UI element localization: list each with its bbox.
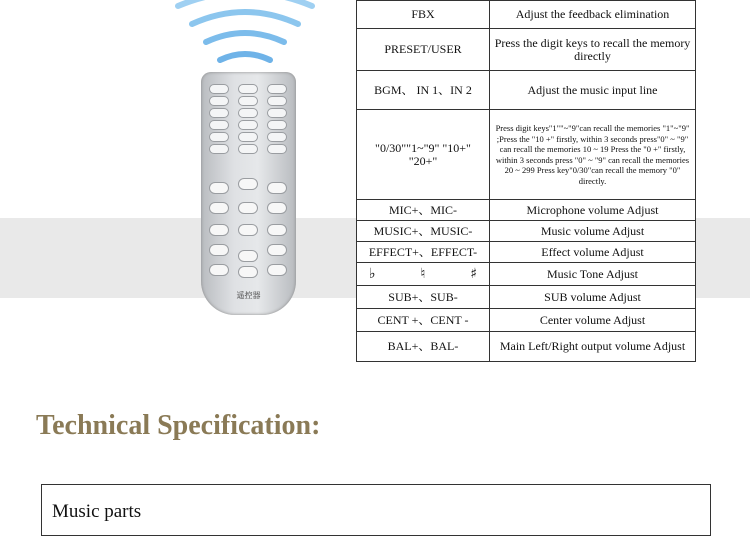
remote-button bbox=[238, 224, 258, 236]
tone-symbols bbox=[361, 265, 485, 282]
wireless-signal-icon bbox=[170, 0, 320, 70]
function-key-cell bbox=[357, 263, 490, 286]
table-row bbox=[357, 110, 696, 200]
function-description: Music volume Adjust bbox=[540, 223, 645, 238]
remote-label: 遥控器 bbox=[236, 291, 261, 300]
natural-icon: ♮ bbox=[420, 265, 426, 282]
remote-button bbox=[267, 132, 287, 142]
function-key-label: "0/30""1~"9" "10+" "20+" bbox=[375, 140, 471, 168]
flat-icon: ♭ bbox=[369, 265, 376, 282]
remote-button bbox=[238, 108, 258, 118]
function-key-label: EFFECT+、EFFECT- bbox=[368, 244, 478, 259]
remote-button bbox=[238, 250, 258, 262]
technical-specification-heading: Technical Specification: bbox=[36, 410, 321, 441]
function-key-label: BGM、 IN 1、IN 2 bbox=[374, 82, 472, 97]
function-description-cell bbox=[490, 221, 696, 242]
remote-button bbox=[238, 144, 258, 154]
function-description: Center volume Adjust bbox=[539, 312, 646, 327]
remote-button bbox=[238, 84, 258, 94]
remote-button bbox=[209, 224, 229, 236]
remote-button bbox=[238, 266, 258, 278]
function-description: SUB volume Adjust bbox=[544, 289, 641, 304]
table-row bbox=[357, 332, 696, 362]
function-key-cell bbox=[357, 29, 490, 71]
function-key-label: SUB+、SUB- bbox=[388, 289, 458, 304]
table-row bbox=[357, 1, 696, 29]
table-row bbox=[357, 263, 696, 286]
function-description-cell bbox=[490, 263, 696, 286]
remote-button bbox=[267, 84, 287, 94]
function-description-cell bbox=[490, 29, 696, 71]
function-key-cell bbox=[357, 200, 490, 221]
music-parts-box bbox=[41, 484, 711, 536]
function-description-cell bbox=[490, 1, 696, 29]
function-key-label: PRESET/USER bbox=[384, 42, 462, 56]
function-key-cell bbox=[357, 1, 490, 29]
remote-button bbox=[238, 120, 258, 130]
remote-button bbox=[267, 182, 287, 194]
remote-button bbox=[209, 244, 229, 256]
remote-button bbox=[238, 202, 258, 214]
function-description: Effect volume Adjust bbox=[541, 244, 644, 259]
function-key-label: MUSIC+、MUSIC- bbox=[373, 223, 473, 238]
function-description-cell bbox=[490, 110, 696, 200]
remote-button bbox=[267, 264, 287, 276]
function-key-cell bbox=[357, 71, 490, 110]
music-parts-title: Music parts bbox=[52, 501, 142, 522]
remote-button bbox=[267, 144, 287, 154]
function-key-label: MIC+、MIC- bbox=[388, 202, 458, 217]
function-description: Adjust the music input line bbox=[527, 82, 658, 97]
function-description-cell bbox=[490, 309, 696, 332]
function-key-label: FBX bbox=[411, 7, 435, 21]
function-description: Music Tone Adjust bbox=[547, 266, 638, 281]
remote-button bbox=[267, 120, 287, 130]
table-row bbox=[357, 286, 696, 309]
remote-button bbox=[267, 108, 287, 118]
function-key-cell bbox=[357, 221, 490, 242]
table-row bbox=[357, 221, 696, 242]
function-description: Microphone volume Adjust bbox=[526, 202, 659, 217]
remote-button bbox=[209, 264, 229, 276]
function-key-label: CENT +、CENT - bbox=[377, 312, 469, 327]
table-row bbox=[357, 71, 696, 110]
remote-button bbox=[209, 108, 229, 118]
remote-button bbox=[209, 96, 229, 106]
remote-button bbox=[209, 182, 229, 194]
remote-button bbox=[238, 96, 258, 106]
table-row bbox=[357, 29, 696, 71]
function-key-cell bbox=[357, 332, 490, 362]
remote-button bbox=[209, 120, 229, 130]
remote-button bbox=[238, 178, 258, 190]
remote-button bbox=[238, 132, 258, 142]
table-row bbox=[357, 242, 696, 263]
function-key-label: BAL+、BAL- bbox=[387, 339, 459, 353]
remote-button bbox=[209, 84, 229, 94]
function-key-cell bbox=[357, 286, 490, 309]
remote-control-image bbox=[201, 72, 296, 315]
remote-button bbox=[267, 202, 287, 214]
remote-button bbox=[267, 96, 287, 106]
table-row bbox=[357, 200, 696, 221]
remote-button bbox=[267, 224, 287, 236]
function-description: Main Left/Right output volume Adjust bbox=[499, 339, 686, 353]
remote-button bbox=[209, 202, 229, 214]
table-row bbox=[357, 309, 696, 332]
remote-button bbox=[267, 244, 287, 256]
function-key-cell bbox=[357, 242, 490, 263]
remote-button bbox=[209, 144, 229, 154]
function-description: Press digit keys"1""~"9"can recall the memories "1"~"9" ;Press the "10 +" firstly, within 3 seconds press"0" ~ "9" can recall the memories 10 ~ 19 Press the "0 +" firstly, within 3 seconds press "0" ~ "9" can recall the memories 20 ~ 299 Press key"0/30"can recall the memory "0" directly. bbox=[495, 123, 690, 186]
remote-button bbox=[209, 132, 229, 142]
function-description: Adjust the feedback elimination bbox=[515, 7, 670, 21]
function-description-cell bbox=[490, 242, 696, 263]
sharp-icon: ♯ bbox=[470, 265, 477, 282]
function-key-cell bbox=[357, 309, 490, 332]
function-key-cell bbox=[357, 110, 490, 200]
function-description-cell bbox=[490, 332, 696, 362]
function-description-cell bbox=[490, 200, 696, 221]
function-description-cell bbox=[490, 71, 696, 110]
function-description-cell bbox=[490, 286, 696, 309]
remote-function-table bbox=[356, 0, 696, 362]
function-description: Press the digit keys to recall the memory directly bbox=[494, 35, 691, 63]
